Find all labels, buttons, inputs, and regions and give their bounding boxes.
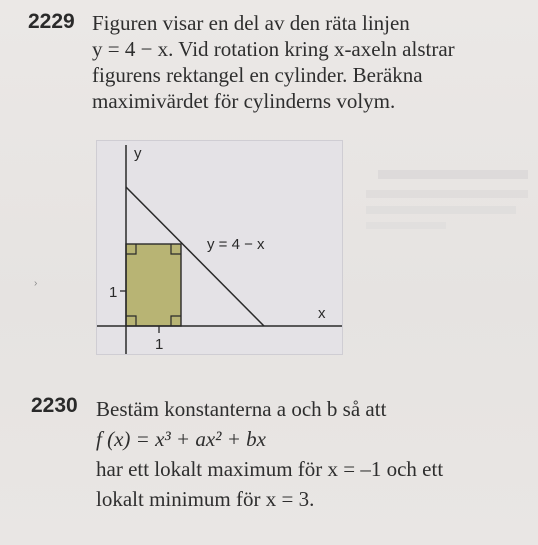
line-label: y = 4 − x <box>207 236 265 253</box>
problem-2230-formula: f (x) = x³ + ax² + bx <box>96 427 266 451</box>
problem-2229-line-3: figurens rektangel en cylinder. Beräkna <box>92 63 423 87</box>
problem-2229-line-2: y = 4 − x. Vid rotation kring x-axeln alstrar <box>92 37 455 61</box>
stray-mark: › <box>34 278 38 289</box>
x-axis-label: x <box>318 305 326 322</box>
tick-label-x: 1 <box>155 336 164 353</box>
problem-2230-line-3: har ett lokalt maximum för x = –1 och ett <box>96 457 444 481</box>
problem-2229-text <box>92 10 455 114</box>
problem-2230-line-1: Bestäm konstanterna a och b så att <box>96 397 387 421</box>
problem-2229-number: 2229 <box>28 10 75 33</box>
inscribed-rectangle <box>126 244 181 326</box>
problem-2229-line-4: maximivärdet för cylinderns volym. <box>92 89 396 113</box>
problem-2230-text <box>96 394 443 514</box>
figure-graph <box>97 141 342 354</box>
y-axis-label: y <box>134 145 142 162</box>
problem-2229-figure <box>96 140 343 355</box>
problem-2230-number: 2230 <box>31 394 78 417</box>
problem-2230-line-4: lokalt minimum för x = 3. <box>96 487 315 511</box>
problem-2229-line-1: Figuren visar en del av den räta linjen <box>92 11 410 35</box>
tick-label-y: 1 <box>109 284 118 301</box>
